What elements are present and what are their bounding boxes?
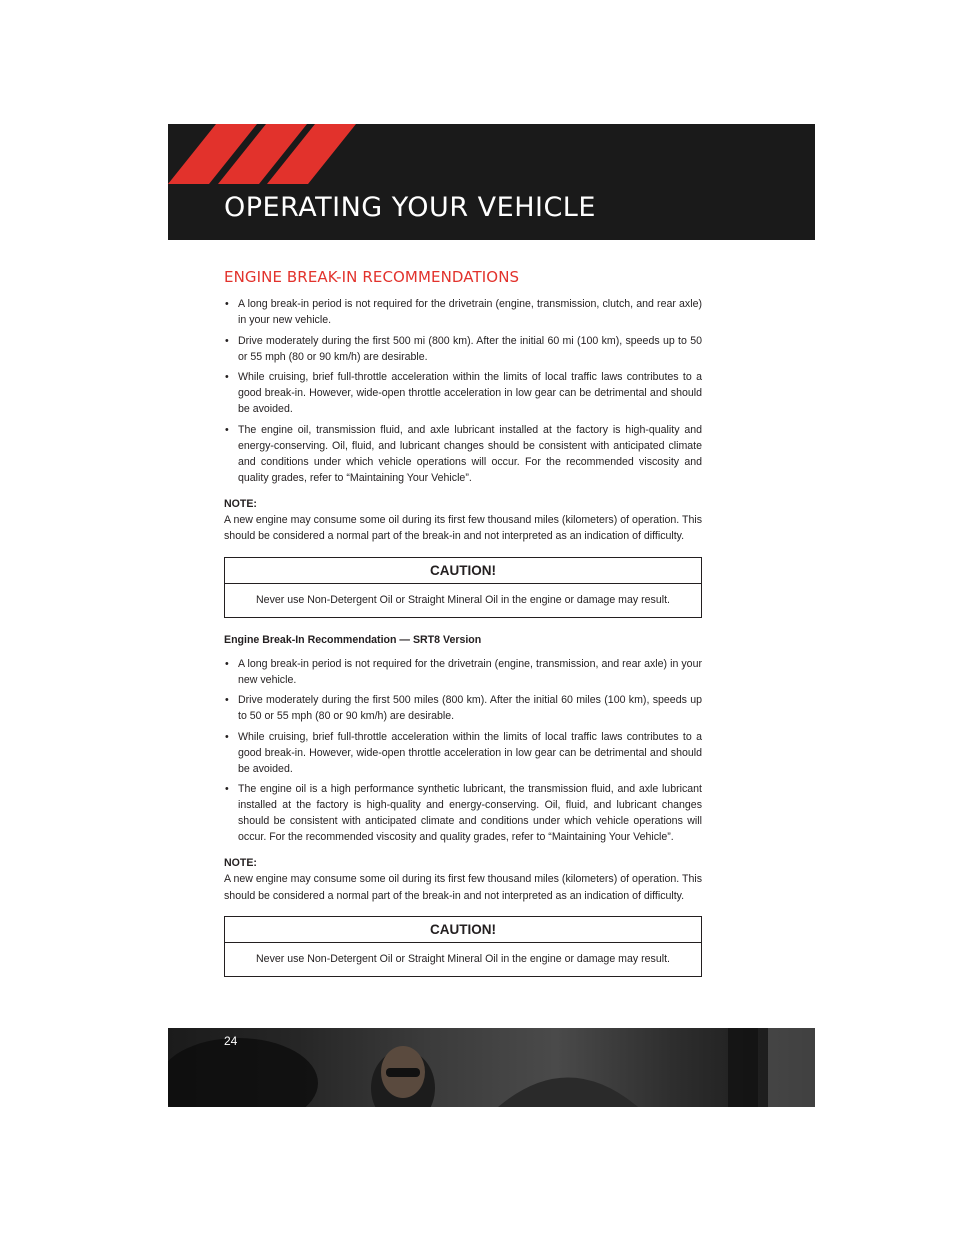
note-label: NOTE: — [224, 497, 257, 510]
caution-text: Never use Non-Detergent Oil or Straight Mineral Oil in the engine or damage may result. — [256, 953, 670, 965]
break-in-list — [224, 296, 702, 486]
page-header — [168, 124, 815, 240]
caution-title: CAUTION! — [225, 558, 701, 584]
list-item: • Drive moderately during the first 500 miles (800 km). After the initial 60 miles (100 km), speeds up to 50 or 55 mph (80 or 90 km/h) are desirable. — [224, 692, 702, 724]
main-content — [224, 268, 702, 977]
srt8-break-in-list — [224, 656, 702, 846]
caution-title: CAUTION! — [225, 917, 701, 943]
list-item: • While cruising, brief full-throttle acceleration within the limits of local traffic laws contributes to a good break-in. However, wide-open throttle acceleration in low gear can be detrimental and should be avoided. — [224, 369, 702, 417]
caution-text: Never use Non-Detergent Oil or Straight Mineral Oil in the engine or damage may result. — [256, 593, 670, 606]
note-label: NOTE: — [224, 857, 257, 869]
page-footer — [168, 1028, 815, 1107]
driver-photo-image — [168, 1028, 815, 1107]
caution-box — [224, 916, 702, 977]
note-text: A new engine may consume some oil during its first few thousand miles (kilometers) of operation. This should be considered a normal part of the break-in and not interpreted as an indication of difficulty. — [224, 513, 702, 542]
page-title: OPERATING YOUR VEHICLE — [224, 192, 596, 223]
list-item: • A long break-in period is not required for the drivetrain (engine, transmission, and rear axle) in your new vehicle. — [224, 656, 702, 688]
racing-stripes-logo — [168, 124, 368, 184]
list-item: • While cruising, brief full-throttle acceleration within the limits of local traffic laws contributes to a good break-in. However, wide-open throttle acceleration in low gear can be detrimental and should be avoided. — [224, 729, 702, 777]
note-text: A new engine may consume some oil during its first few thousand miles (kilometers) of operation. This should be considered a normal part of the break-in and not interpreted as an indication of difficulty. — [224, 873, 702, 902]
list-item: • The engine oil, transmission fluid, and axle lubricant installed at the factory is high-quality and energy-conserving. Oil, fluid, and lubricant changes should be consistent with anticipated climate and conditions under which vehicle operations will occur. For the recommended viscosity and quality grades, refer to “Maintaining Your Vehicle”. — [224, 422, 702, 486]
page-number: 24 — [224, 1034, 238, 1048]
section-heading: ENGINE BREAK-IN RECOMMENDATIONS — [224, 268, 520, 286]
list-item: • Drive moderately during the first 500 mi (800 km). After the initial 60 mi (100 km), speeds up to 50 or 55 mph (80 or 90 km/h) are desirable. — [224, 333, 702, 365]
list-item: • The engine oil is a high performance synthetic lubricant, the transmission fluid, and axle lubricant installed at the factory is high-quality and energy-conserving. Oil, fluid, and lubricant changes should be consistent with anticipated climate and conditions under which vehicle operations will occur. For the recommended viscosity and quality grades, refer to “Maintaining Your Vehicle”. — [224, 781, 702, 845]
list-item: • A long break-in period is not required for the drivetrain (engine, transmission, clutch, and rear axle) in your new vehicle. — [224, 296, 702, 328]
caution-box — [224, 557, 702, 618]
srt8-subheading: Engine Break-In Recommendation — SRT8 Version — [224, 633, 482, 646]
